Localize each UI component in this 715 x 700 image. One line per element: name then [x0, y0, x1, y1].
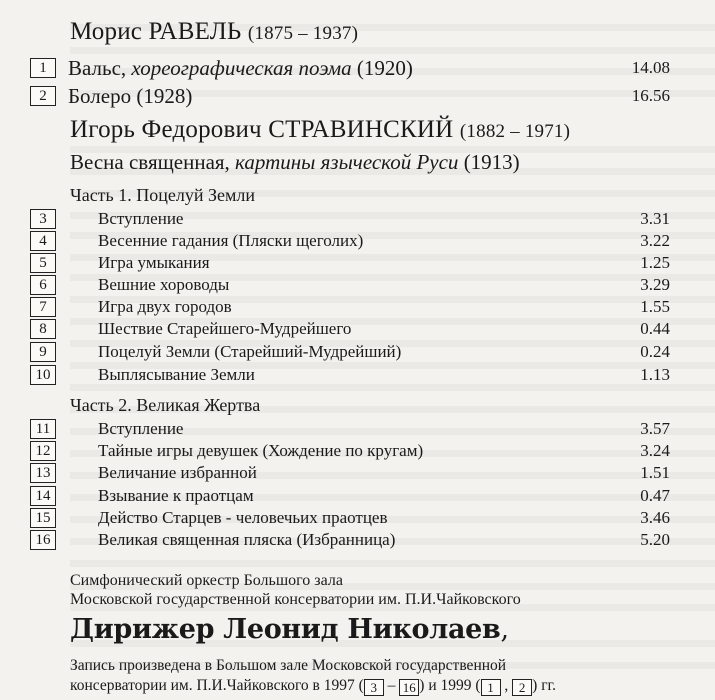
track-title: Шествие Старейшего-Мудрейшего: [98, 319, 352, 338]
track-title: Взывание к праотцам: [98, 486, 254, 505]
track-number: 8: [30, 319, 56, 339]
track-number: 15: [30, 508, 56, 528]
track-duration: 5.20: [640, 530, 670, 549]
track-title: Действо Старцев - человечьих праотцев: [98, 508, 388, 527]
track-title: Игра умыкания: [98, 253, 210, 272]
track-number: 4: [30, 231, 56, 251]
track-title: Вступление: [98, 419, 184, 438]
track-duration: 1.13: [640, 365, 670, 384]
track-row: [30, 342, 670, 364]
track-title: Поцелуй Земли (Старейший-Мудрейший): [98, 342, 402, 361]
track-row: [30, 530, 670, 552]
track-row: [30, 508, 670, 530]
track-duration: 3.29: [640, 275, 670, 294]
track-row: [30, 486, 670, 508]
track-ref-box: 2: [512, 679, 532, 696]
composer-stravinsky: [70, 116, 570, 144]
track-ref-box: 1: [481, 679, 501, 696]
recording-note-line-2: консерватории им. П.И.Чайковского в 1997 ( 3 – 16 ) и 1999 ( 1 , 2 ) гг.: [70, 677, 557, 695]
track-row: [30, 419, 670, 441]
track-title: Тайные игры девушек (Хождение по кругам): [98, 441, 424, 460]
track-row: [30, 275, 670, 297]
track-row: [30, 319, 670, 341]
track-ref-box: 16: [399, 679, 419, 696]
track-duration: 1.55: [640, 297, 670, 316]
track-title: Игра двух городов: [98, 297, 232, 316]
track-row: [30, 365, 670, 387]
track-number: 13: [30, 463, 56, 483]
part-2-heading: Часть 2. Великая Жертва: [70, 395, 261, 415]
track-row: [30, 441, 670, 463]
track-number: 5: [30, 253, 56, 273]
track-title: Болеро (1928): [68, 84, 193, 108]
track-number: 6: [30, 275, 56, 295]
composer-name: Игорь Федорович СТРАВИНСКИЙ: [70, 116, 454, 143]
track-duration: 3.57: [640, 419, 670, 438]
track-duration: 3.31: [640, 209, 670, 228]
track-number: 9: [30, 342, 56, 362]
composer-dates: (1875 – 1937): [247, 23, 359, 44]
track-row: [30, 57, 670, 79]
orchestra-line-1: Симфонический оркестр Большого зала: [70, 572, 343, 589]
track-number: 1: [30, 58, 56, 78]
track-row: [30, 85, 670, 107]
track-number: 10: [30, 365, 56, 385]
track-duration: 3.24: [640, 441, 670, 460]
part-1-heading: Часть 1. Поцелуй Земли: [70, 185, 256, 205]
track-title: Весенние гадания (Пляски щеголих): [98, 231, 364, 250]
track-duration: 0.47: [640, 486, 670, 505]
track-row: [30, 231, 670, 253]
track-row: [30, 209, 670, 231]
track-number: 14: [30, 486, 56, 506]
track-duration: 16.56: [631, 86, 670, 105]
composer-name: Морис РАВЕЛЬ: [70, 18, 242, 45]
track-title: Вальс, хореографическая поэма (1920): [68, 56, 413, 80]
track-row: [30, 297, 670, 319]
track-duration: 1.25: [640, 253, 670, 272]
conductor-name: Дирижер Леонид Николаев,: [70, 614, 509, 645]
track-duration: 14.08: [631, 58, 670, 77]
track-number: 3: [30, 209, 56, 229]
work-title: Весна священная, картины языческой Руси (1913): [70, 150, 520, 174]
track-title: Вступление: [98, 209, 184, 228]
track-duration: 3.22: [640, 231, 670, 250]
track-row: [30, 463, 670, 485]
track-number: 2: [30, 86, 56, 106]
track-duration: 3.46: [640, 508, 670, 527]
track-duration: 1.51: [640, 463, 670, 482]
composer-ravel: [70, 18, 358, 46]
track-title: Великая священная пляска (Избранница): [98, 530, 396, 549]
orchestra-line-2: Московской государственной консерватории им. П.И.Чайковского: [70, 591, 521, 608]
track-ref-box: 3: [364, 679, 384, 696]
composer-dates: (1882 – 1971): [459, 121, 571, 142]
track-row: [30, 253, 670, 275]
recording-note-line-1: Запись произведена в Большом зале Московской государственной: [70, 657, 507, 674]
track-duration: 0.44: [640, 319, 670, 338]
track-title: Выплясывание Земли: [98, 365, 255, 384]
track-title: Вешние хороводы: [98, 275, 230, 294]
track-number: 12: [30, 441, 56, 461]
track-duration: 0.24: [640, 342, 670, 361]
track-number: 11: [30, 419, 56, 439]
track-number: 16: [30, 530, 56, 550]
track-number: 7: [30, 297, 56, 317]
track-title: Величание избранной: [98, 463, 257, 482]
